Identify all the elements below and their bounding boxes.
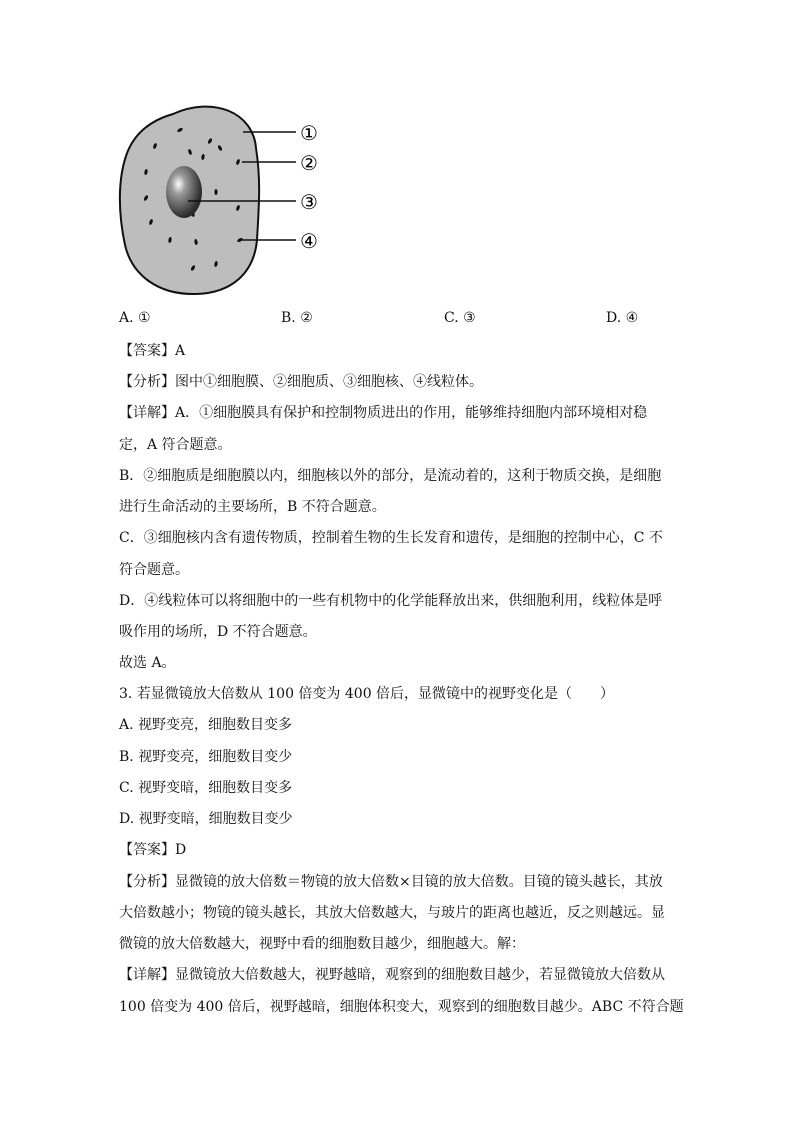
q3-option-d: D. 视野变暗，细胞数目变少 — [119, 811, 293, 827]
q2-detail-line: 吸作用的场所，D 不符合题意。 — [119, 624, 317, 640]
q2-detail-line: 【详解】A．①细胞膜具有保护和控制物质进出的作用，能够维持细胞内部环境相对稳 — [119, 405, 648, 421]
option-d: D. ④ — [606, 310, 639, 326]
cell-nucleus — [166, 166, 202, 218]
cell-diagram — [118, 100, 348, 300]
label-2: ② — [300, 151, 318, 175]
q3-option-a: A. 视野变亮，细胞数目变多 — [119, 717, 293, 733]
q2-detail-line: C．③细胞核内含有遗传物质，控制着生物的生长发育和遗传，是细胞的控制中心，C 不 — [119, 530, 663, 546]
q2-analysis: 【分析】图中①细胞膜、②细胞质、③细胞核、④线粒体。 — [119, 374, 483, 390]
label-4: ④ — [300, 229, 318, 253]
label-1: ① — [300, 121, 318, 145]
q3-analysis-line: 【分析】显微镜的放大倍数＝物镜的放大倍数×目镜的放大倍数。目镜的镜头越长，其放 — [119, 874, 663, 890]
q2-detail-line: B．②细胞质是细胞膜以内，细胞核以外的部分，是流动着的，这利于物质交换，是细胞 — [119, 468, 662, 484]
q2-detail-line: 进行生命活动的主要场所，B 不符合题意。 — [119, 499, 386, 515]
q3-answer: 【答案】D — [119, 842, 187, 858]
q3-detail-line: 100 倍变为 400 倍后，视野越暗，细胞体积变大，观察到的细胞数目越少。ABC 不符合题 — [119, 999, 684, 1015]
q2-detail-line: D．④线粒体可以将细胞中的一些有机物中的化学能释放出来，供细胞利用，线粒体是呼 — [119, 593, 663, 609]
option-a: A. ① — [119, 310, 151, 326]
q3-question: 3. 若显微镜放大倍数从 100 倍变为 400 倍后，显微镜中的视野变化是（ ） — [119, 686, 615, 702]
q2-detail-line: 符合题意。 — [119, 562, 189, 578]
option-c: C. ③ — [444, 310, 476, 326]
q2-conclusion: 故选 A。 — [119, 655, 176, 671]
option-b: B. ② — [281, 310, 313, 326]
q2-answer: 【答案】A — [119, 343, 186, 359]
q2-detail-line: 定，A 符合题意。 — [119, 437, 232, 453]
q3-option-c: C. 视野变暗，细胞数目变多 — [119, 780, 293, 796]
label-3: ③ — [300, 190, 318, 214]
q3-detail-line: 【详解】显微镜放大倍数越大，视野越暗，观察到的细胞数目越少，若显微镜放大倍数从 — [119, 967, 665, 983]
q3-option-b: B. 视野变亮，细胞数目变少 — [119, 749, 293, 765]
question2-options — [119, 310, 679, 332]
q3-analysis-line: 微镜的放大倍数越大，视野中看的细胞数目越少，细胞越大。解： — [119, 936, 525, 952]
q3-analysis-line: 大倍数越小；物镜的镜头越长，其放大倍数越大，与玻片的距离也越近，反之则越远。显 — [119, 905, 665, 921]
